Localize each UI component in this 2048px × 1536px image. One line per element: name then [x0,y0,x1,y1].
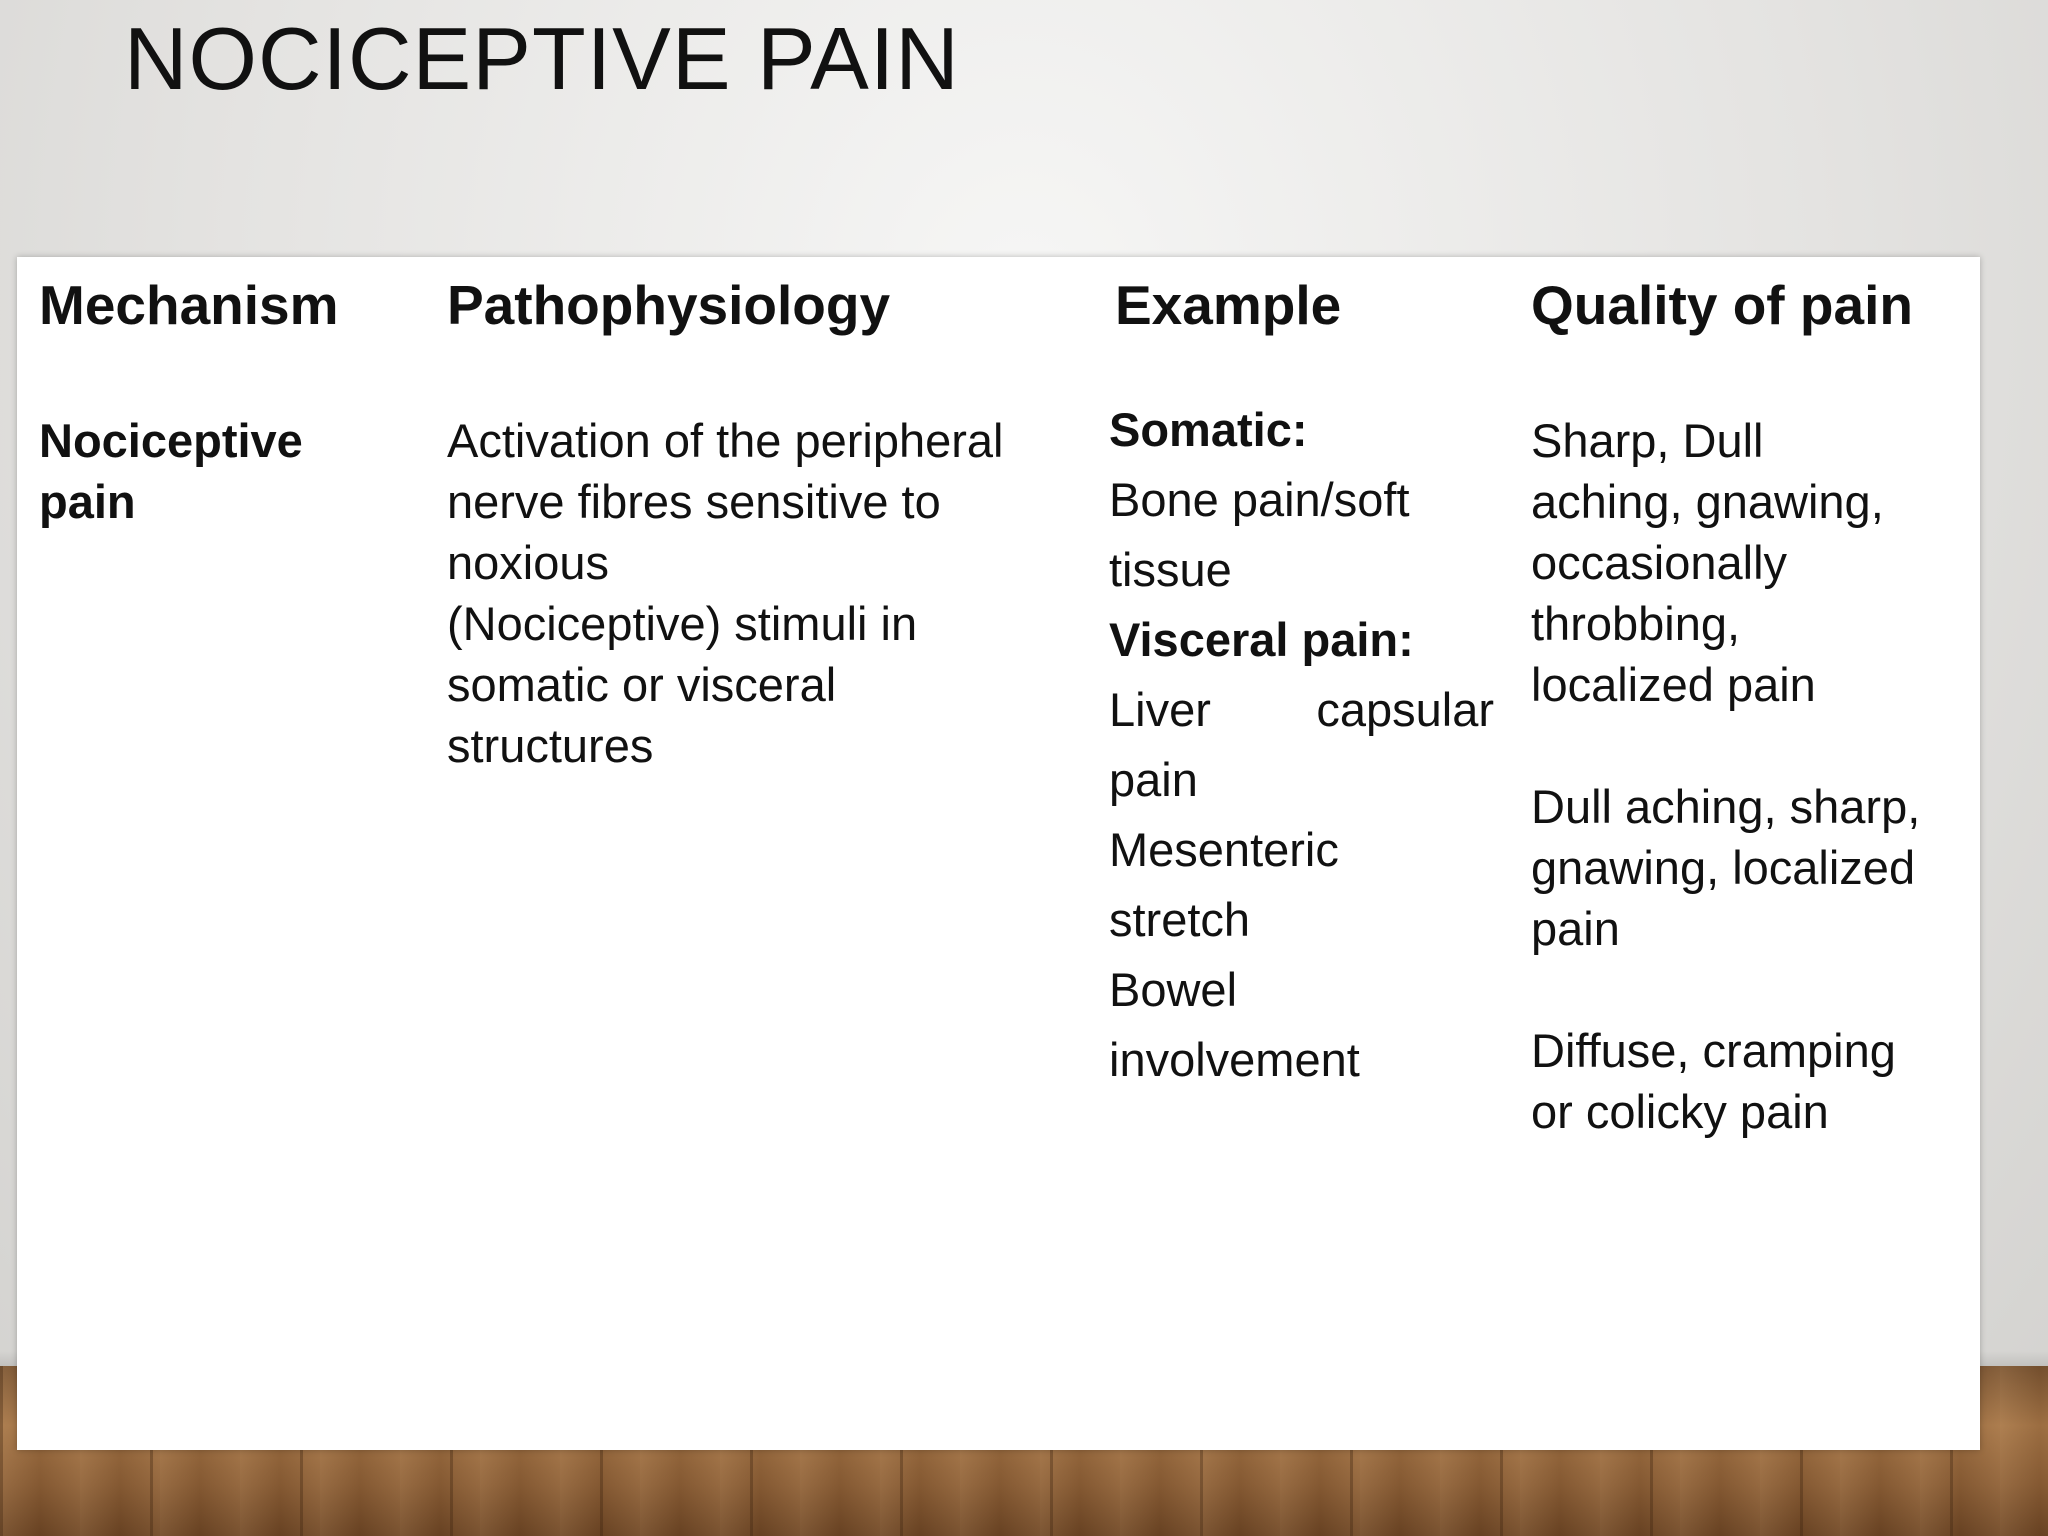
example-word: Liver [1109,683,1211,736]
example-somatic-heading: Somatic: [1109,403,1308,456]
cell-quality [1531,410,1971,1203]
example-visceral-line: involvement [1109,1033,1360,1086]
example-visceral-line: Bowel [1109,963,1238,1016]
example-visceral-heading: Visceral pain: [1109,613,1414,666]
quality-visceral-organ: Dull aching, sharp, gnawing, localized pain [1531,780,1921,955]
content-table [17,257,1980,1450]
quality-bowel: Diffuse, cramping or colicky pain [1531,1024,1896,1138]
cell-mechanism: Nociceptive pain [39,414,303,528]
example-word: capsular [1316,683,1494,736]
example-visceral-line: pain [1109,753,1198,806]
cell-pathophysiology: Activation of the peripheral nerve fibres sensitive to noxious (Nociceptive) stimuli in somatic or visceral structures [447,414,1004,772]
slide-title: NOCICEPTIVE PAIN [124,9,960,108]
example-visceral-line [1109,675,1494,745]
example-somatic-line: Bone pain/soft [1109,473,1410,526]
header-mechanism: Mechanism [39,274,339,336]
quality-somatic: Sharp, Dull aching, gnawing, occasionally throbbing, localized pain [1531,414,1884,711]
example-somatic-line: tissue [1109,543,1232,596]
example-visceral-line: Mesenteric [1109,823,1339,876]
cell-example [1109,395,1499,1095]
header-quality: Quality of pain [1531,274,1913,336]
example-visceral-line: stretch [1109,893,1251,946]
header-example: Example [1115,274,1342,336]
header-pathophysiology: Pathophysiology [447,274,891,336]
